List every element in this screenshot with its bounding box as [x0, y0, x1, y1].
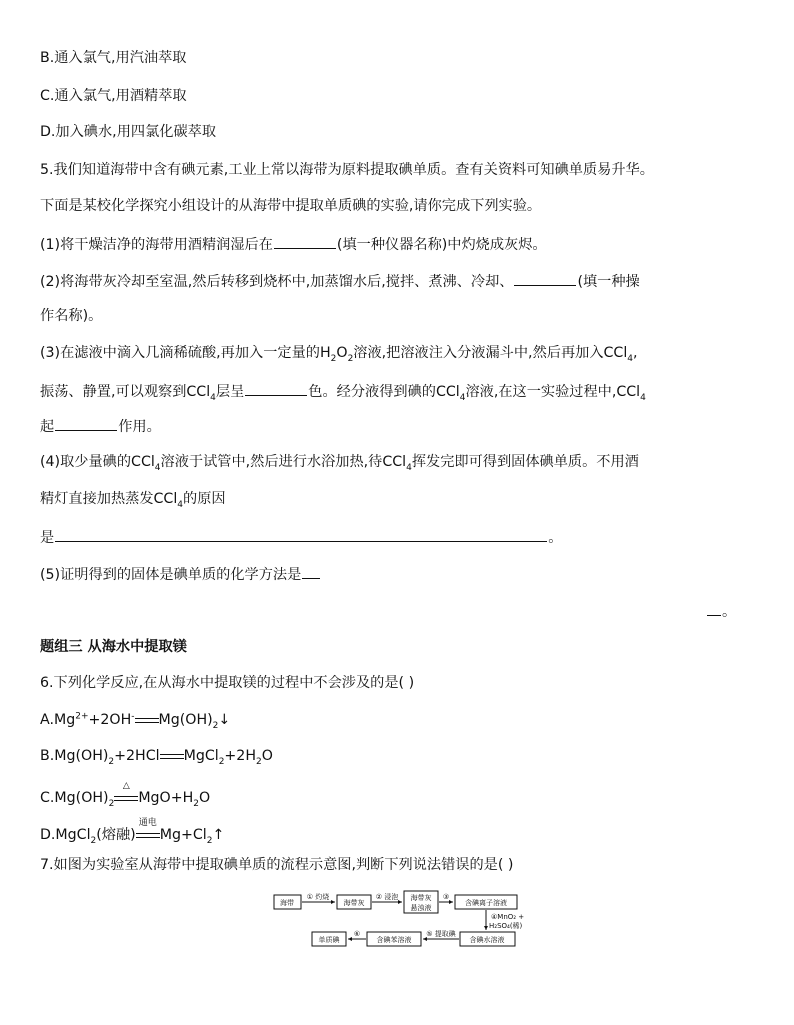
flow-step-label: ③	[442, 893, 450, 901]
arrow-head-1	[331, 900, 335, 904]
opt-c-text: C.Mg(OH)	[40, 790, 109, 806]
q5-p3-text-g: 起	[40, 419, 55, 435]
q5-part-5-end	[706, 600, 736, 622]
q5-line-1: 5.我们知道海带中含有碘元素,工业上常以海带为原料提取碘单质。查有关资料可知碘单质易升华。	[40, 162, 654, 178]
q5-line-2: 下面是某校化学探究小组设计的从海带中提取单质碘的实验,请你完成下列实验。	[40, 198, 542, 214]
q5-part-2-cont: 作名称)。	[40, 308, 103, 324]
opt-b-text: MgCl	[183, 748, 219, 764]
flow-step-label: ② 浸泡	[375, 893, 399, 901]
q6-option-d	[40, 818, 225, 846]
opt-b-sub: 2	[108, 756, 115, 767]
q5-p4-text-e: 的原因	[183, 491, 226, 507]
opt-c-text: MgO+H	[138, 790, 194, 806]
ccl4-sub: 4	[406, 462, 412, 473]
q5-p3-text-c: 振荡、静置,可以观察到CCl	[40, 384, 211, 400]
ccl4-sub: 4	[640, 392, 646, 403]
flow-label: 悬浊液	[410, 904, 432, 912]
q5-p3-text-h: 作用。	[118, 419, 161, 435]
opt-b-sub: 2	[218, 756, 225, 767]
opt-c-sub: 2	[193, 798, 200, 809]
q5-p1-text-b: (填一种仪器名称)中灼烧成灰烬。	[336, 237, 547, 253]
opt-a-sup: -	[131, 711, 135, 722]
q5-part-4-line-3	[40, 526, 562, 548]
flow-label: 含碘苯溶液	[376, 936, 412, 944]
h2o2-sub: 2	[347, 353, 354, 364]
ccl4-sub: 4	[627, 353, 633, 364]
answer-blank[interactable]	[55, 526, 547, 542]
comma: ,	[633, 345, 638, 361]
heat-icon: △	[122, 781, 130, 791]
answer-blank[interactable]	[55, 415, 117, 431]
q5-part-4-line-2	[40, 489, 226, 509]
ccl4-sub: 4	[459, 392, 466, 403]
ccl4-sub: 4	[154, 462, 161, 473]
opt-b-text: O	[261, 748, 273, 764]
opt-a-text: +2OH	[88, 712, 132, 728]
q5-p3-text-d: 层呈	[215, 384, 245, 400]
electrolysis-condition-sign	[136, 818, 160, 845]
flow-label: 单质碘	[318, 936, 340, 944]
q5-p3-text-e: 色。经分液得到碘的CCl	[308, 384, 460, 400]
option-b: B.通入氯气,用汽油萃取	[40, 50, 187, 66]
opt-a-sup: 2+	[75, 711, 89, 722]
q5-part-3-line-3	[40, 415, 161, 437]
arrow-head-2	[398, 900, 402, 904]
answer-blank[interactable]	[514, 270, 576, 286]
condition-label: 通电	[138, 818, 157, 828]
opt-c-sub: 2	[108, 798, 115, 809]
q5-p4-text-g: 。	[548, 530, 563, 546]
flow-step-label: ⑥	[353, 930, 361, 938]
option-d: D.加入碘水,用四氯化碳萃取	[40, 124, 217, 140]
arrow-head-6	[348, 937, 352, 941]
q5-p2-text-a: (2)将海带灰冷却至室温,然后转移到烧杯中,加蒸馏水后,搅拌、煮沸、冷却、	[40, 274, 514, 290]
q6-option-a	[40, 710, 230, 730]
q5-p1-text-a: (1)将干燥洁净的海带用酒精润湿后在	[40, 237, 273, 253]
q5-p5-text-a: (5)证明得到的固体是碘单质的化学方法是	[40, 567, 302, 583]
double-bond-sign	[135, 710, 159, 730]
opt-d-text: D.MgCl	[40, 827, 91, 843]
answer-blank[interactable]	[274, 233, 336, 249]
answer-blank[interactable]	[302, 563, 320, 579]
section-3-title: 题组三 从海水中提取镁	[40, 639, 187, 655]
heat-condition-sign	[114, 781, 138, 808]
gas-arrow: ↑	[212, 827, 225, 843]
flow-label: 含碘水溶液	[469, 936, 505, 944]
flow-label: 海带灰	[343, 899, 365, 907]
flow-step-label: ④MnO₂ +	[491, 913, 525, 921]
q5-p3-text-a: (3)在滤液中滴入几滴稀硫酸,再加入一定量的H	[40, 345, 331, 361]
arrow-head-3	[449, 900, 453, 904]
answer-blank[interactable]	[245, 380, 307, 396]
opt-b-text: +2H	[224, 748, 257, 764]
q5-p4-text-a: (4)取少量碘的CCl	[40, 454, 155, 470]
flow-diagram	[0, 890, 794, 960]
double-bond-sign	[160, 746, 184, 766]
opt-d-text: (熔融)	[96, 827, 136, 843]
q6-stem: 6.下列化学反应,在从海水中提取镁的过程中不会涉及的是( )	[40, 675, 415, 691]
option-c: C.通入氯气,用酒精萃取	[40, 88, 187, 104]
opt-d-sub: 2	[206, 835, 213, 846]
opt-a-text: Mg(OH)	[158, 712, 213, 728]
q5-p4-text-d: 精灯直接加热蒸发CCl	[40, 491, 178, 507]
q5-p4-text-b: 溶液于试管中,然后进行水浴加热,待CCl	[160, 454, 407, 470]
opt-a-text: A.Mg	[40, 712, 76, 728]
q6-option-b	[40, 746, 273, 766]
flow-step-label: H₂SO₄(稀)	[489, 922, 523, 930]
q5-part-3	[40, 343, 638, 363]
q5-part-5	[40, 563, 321, 585]
opt-d-sub: 2	[90, 835, 97, 846]
opt-a-sub: 2	[212, 720, 219, 731]
opt-b-text: +2HCl	[114, 748, 160, 764]
flow-label: 海带	[280, 899, 294, 907]
ccl4-sub: 4	[210, 392, 216, 403]
precipitate-arrow: ↓	[218, 712, 231, 728]
opt-d-text: Mg+Cl	[159, 827, 207, 843]
h2o2-sub: 2	[330, 353, 337, 364]
opt-b-sub: 2	[256, 756, 262, 767]
arrow-head-4	[484, 926, 488, 930]
q5-part-2	[40, 270, 640, 292]
q5-p3-text-f: 溶液,在这一实验过程中,CCl	[465, 384, 641, 400]
q5-part-3-line-2	[40, 380, 646, 402]
flow-label: 海带灰	[410, 894, 432, 902]
q7-stem: 7.如图为实验室从海带中提取碘单质的流程示意图,判断下列说法错误的是( )	[40, 857, 514, 873]
opt-b-text: B.Mg(OH)	[40, 748, 109, 764]
flow-label: 含碘离子溶液	[465, 899, 507, 907]
q5-part-4	[40, 452, 639, 472]
q5-p2-text-b: (填一种操	[577, 274, 640, 290]
opt-c-text: O	[199, 790, 211, 806]
q5-part-1	[40, 233, 547, 255]
q6-option-c	[40, 781, 211, 809]
ccl4-sub: 4	[177, 499, 183, 510]
q5-p3-text-b: 溶液,把溶液注入分液漏斗中,然后再加入CCl	[353, 345, 628, 361]
answer-blank[interactable]	[707, 600, 721, 616]
q5-p5-text-b: 。	[722, 604, 737, 620]
q5-p4-text-f: 是	[40, 530, 55, 546]
flow-step-label: ① 灼烧	[306, 893, 330, 901]
oxygen-symbol: O	[336, 345, 348, 361]
q5-p4-text-c: 挥发完即可得到固体碘单质。不用酒	[411, 454, 639, 470]
flow-step-label: ⑤ 提取碘	[426, 930, 456, 938]
